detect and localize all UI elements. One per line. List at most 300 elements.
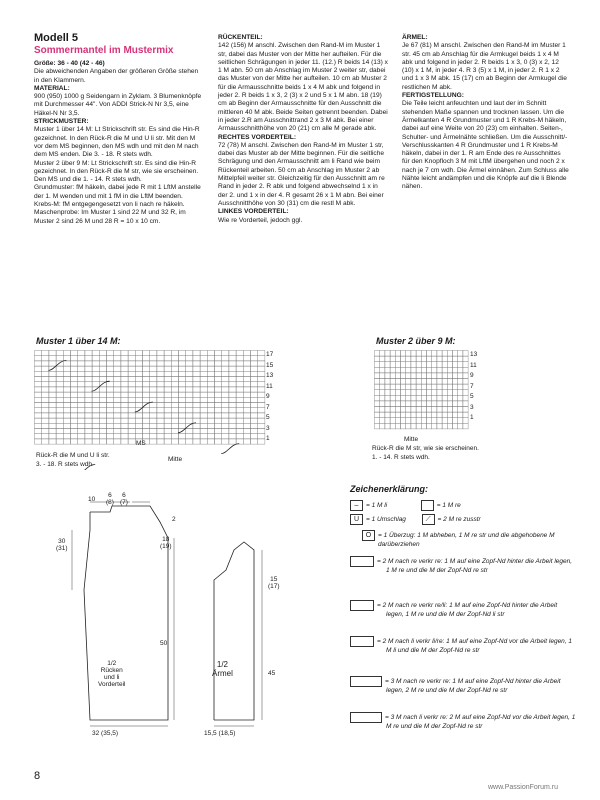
chart-cell (207, 351, 214, 356)
sleeve-label (212, 660, 233, 678)
chart-cell (143, 408, 150, 413)
chart-cell (421, 423, 426, 429)
chart-cell (114, 408, 121, 413)
chart-cell (421, 407, 426, 413)
chart-cell (78, 397, 85, 402)
legend-l3: = 1 Überzug: 1 M abheben, 1 M re str und die abgehobene M darüberziehen (378, 532, 555, 548)
chart-cell (143, 429, 150, 434)
chart-cell (42, 429, 49, 434)
chart-cell (171, 371, 178, 376)
chart-cell (71, 429, 78, 434)
chart-cell (442, 390, 447, 396)
chart-cell (375, 384, 380, 390)
chart-cell (258, 423, 265, 428)
chart-cell (63, 387, 70, 392)
chart-cell (222, 418, 229, 423)
chart-cell (421, 401, 426, 407)
chart-cell (222, 397, 229, 402)
dim-6-b: 6 (122, 492, 126, 499)
chart-cell (236, 413, 243, 418)
chart-cell (395, 367, 400, 373)
chart-cell (437, 384, 442, 390)
chart-cell (406, 373, 411, 379)
chart-cell (243, 392, 250, 397)
chart-cell (421, 356, 426, 362)
lvorder-heading: LINKES VORDERTEIL: (218, 208, 289, 216)
chart-cell (63, 377, 70, 382)
chart-cell (107, 429, 114, 434)
chart-cell (236, 356, 243, 361)
chart-cell (186, 371, 193, 376)
chart-cell (35, 397, 42, 402)
chart-cell (215, 356, 222, 361)
chart-cell (99, 356, 106, 361)
chart-cell (78, 387, 85, 392)
chart-cell (222, 366, 229, 371)
chart-cell (437, 423, 442, 429)
chart-cell (406, 367, 411, 373)
chart-cell (42, 418, 49, 423)
chart-cell (243, 423, 250, 428)
chart-cell (143, 418, 150, 423)
chart-cell (236, 382, 243, 387)
chart-cell (222, 371, 229, 376)
yarn-over-icon: U (350, 514, 363, 525)
chart-cell (380, 412, 385, 418)
dim-30-a: 30 (58, 538, 66, 545)
chart-cell (229, 361, 236, 366)
chart-cell (150, 371, 157, 376)
chart-cell (121, 392, 128, 397)
chart-cell (427, 390, 432, 396)
chart-cell (99, 366, 106, 371)
chart-cell (135, 434, 142, 439)
chart-cell (458, 373, 463, 379)
chart-cell (385, 407, 390, 413)
chart-cell (251, 382, 258, 387)
chart-cell (447, 407, 452, 413)
chart-cell (401, 356, 406, 362)
chart-cell (258, 429, 265, 434)
chart-cell (128, 387, 135, 392)
chart-cell (157, 429, 164, 434)
chart-cell (35, 429, 42, 434)
dim-10: 10 (88, 496, 96, 503)
chart-cell (99, 434, 106, 439)
chart-cell (121, 366, 128, 371)
m2-row-1: 1 (470, 414, 474, 421)
chart-cell (258, 392, 265, 397)
sleeve-piece: Ärmel (212, 669, 233, 678)
chart-cell (200, 439, 207, 444)
schnitt-diagram (50, 490, 310, 730)
chart-cell (78, 392, 85, 397)
chart-cell (390, 423, 395, 429)
chart-cell (171, 413, 178, 418)
chart-cell (179, 366, 186, 371)
chart-cell (42, 413, 49, 418)
chart-cell (114, 392, 121, 397)
fertig-heading: FERTIGSTELLUNG: (402, 92, 464, 100)
chart-cell (128, 408, 135, 413)
legend-l4: = 2 M nach re verkr re: 1 M auf eine Zopf-Nd hinter die Arbeit legen, 1 M re und die M der Zopf-Nd re str (377, 558, 573, 574)
legend-l1a: = 1 M li (366, 502, 388, 510)
sizes-note: Die abweichenden Angaben der größeren Größe stehen in den Klammern. (34, 68, 199, 84)
chart-cell (157, 439, 164, 444)
chart-cell (71, 418, 78, 423)
chart-cell (42, 387, 49, 392)
chart-cell (42, 403, 49, 408)
chart-cell (121, 361, 128, 366)
chart-cell (200, 423, 207, 428)
chart-cell (200, 371, 207, 376)
chart-cell (92, 377, 99, 382)
chart-cell (99, 377, 106, 382)
chart-cell (385, 379, 390, 385)
chart-cell (128, 366, 135, 371)
chart-cell (437, 379, 442, 385)
chart-cell (171, 387, 178, 392)
chart-cell (215, 377, 222, 382)
chart-cell (447, 384, 452, 390)
chart-cell (35, 413, 42, 418)
chart-cell (427, 412, 432, 418)
chart-cell (114, 429, 121, 434)
chart-cell (229, 392, 236, 397)
chart-cell (56, 366, 63, 371)
chart-cell (251, 434, 258, 439)
muster2-grid (375, 351, 469, 429)
body-piece2: Vorderteil (98, 681, 126, 688)
chart-cell (186, 397, 193, 402)
chart-cell (171, 429, 178, 434)
chart-cell (421, 351, 426, 357)
chart-cell (49, 351, 56, 356)
chart-cell (385, 367, 390, 373)
chart-cell (258, 439, 265, 444)
chart-cell (71, 413, 78, 418)
dim-18 (160, 536, 172, 550)
chart-cell (150, 392, 157, 397)
row-17: 17 (266, 351, 274, 358)
dim-2: 2 (172, 516, 176, 523)
chart-cell (458, 379, 463, 385)
chart-cell (437, 395, 442, 401)
chart-cell (78, 377, 85, 382)
chart-cell (421, 362, 426, 368)
chart-cell (85, 377, 92, 382)
chart-cell (385, 423, 390, 429)
chart-cell (458, 384, 463, 390)
chart-cell (164, 408, 171, 413)
muster2-row-numbers (470, 350, 477, 424)
chart-cell (222, 408, 229, 413)
chart-cell (442, 373, 447, 379)
chart-cell (179, 392, 186, 397)
chart-cell (427, 379, 432, 385)
chart-cell (92, 403, 99, 408)
chart-cell (49, 418, 56, 423)
chart-cell (179, 439, 186, 444)
column-2 (218, 34, 388, 225)
chart-cell (157, 403, 164, 408)
chart-cell (107, 434, 114, 439)
chart-cell (114, 361, 121, 366)
chart-cell (236, 361, 243, 366)
chart-cell (179, 413, 186, 418)
chart-cell (427, 418, 432, 424)
chart-cell (447, 412, 452, 418)
chart-cell (121, 351, 128, 356)
chart-cell (243, 429, 250, 434)
chart-cell (92, 413, 99, 418)
chart-cell (258, 377, 265, 382)
chart-cell (222, 403, 229, 408)
chart-cell (243, 439, 250, 444)
chart-cell (416, 379, 421, 385)
chart-cell (99, 418, 106, 423)
chart-cell (114, 351, 121, 356)
chart-cell (215, 387, 222, 392)
chart-cell (63, 408, 70, 413)
chart-cell (447, 390, 452, 396)
chart-cell (385, 362, 390, 368)
chart-cell (63, 366, 70, 371)
chart-cell (222, 434, 229, 439)
dim-7: (7) (120, 499, 128, 506)
chart-cell (243, 361, 250, 366)
chart-cell (179, 397, 186, 402)
chart-cell (229, 408, 236, 413)
chart-cell (85, 382, 92, 387)
chart-cell (99, 361, 106, 366)
chart-cell (157, 434, 164, 439)
chart-cell (236, 423, 243, 428)
chart-cell (411, 373, 416, 379)
muster1-row-numbers (266, 350, 273, 445)
chart-cell (243, 387, 250, 392)
chart-cell (56, 429, 63, 434)
chart-cell (229, 377, 236, 382)
chart-cell (71, 382, 78, 387)
chart-cell (251, 371, 258, 376)
chart-cell (42, 408, 49, 413)
chart-cell (71, 403, 78, 408)
chart-cell (71, 356, 78, 361)
chart-cell (427, 384, 432, 390)
chart-cell (128, 423, 135, 428)
chart-cell (49, 423, 56, 428)
chart-cell (421, 367, 426, 373)
chart-cell (458, 367, 463, 373)
chart-cell (390, 356, 395, 362)
chart-cell (114, 397, 121, 402)
chart-cell (416, 418, 421, 424)
legend-row-7 (350, 676, 576, 695)
legend-l2b: = 2 M re zusstr (437, 516, 481, 524)
chart-cell (427, 407, 432, 413)
chart-cell (35, 351, 42, 356)
chart-cell (92, 356, 99, 361)
chart-cell (229, 382, 236, 387)
chart-cell (229, 397, 236, 402)
chart-cell (385, 356, 390, 362)
chart-cell (390, 384, 395, 390)
chart-cell (395, 407, 400, 413)
legend-l2a: = 1 Umschlag (366, 516, 406, 524)
chart-cell (215, 429, 222, 434)
model-number: Modell 5 (34, 32, 79, 44)
legend-l5: = 2 M nach re verkr re/li: 1 M auf eine Zopf-Nd hinter die Arbeit legen, 1 M re und die M der Zopf-Nd li str (377, 602, 558, 618)
chart-cell (128, 434, 135, 439)
chart-cell (251, 377, 258, 382)
chart-cell (411, 362, 416, 368)
chart-cell (114, 387, 121, 392)
chart-cell (453, 418, 458, 424)
chart-cell (447, 418, 452, 424)
chart-cell (200, 356, 207, 361)
chart-cell (401, 379, 406, 385)
chart-cell (128, 356, 135, 361)
chart-cell (164, 392, 171, 397)
chart-cell (157, 418, 164, 423)
chart-cell (135, 429, 142, 434)
chart-cell (171, 439, 178, 444)
chart-cell (121, 439, 128, 444)
chart-cell (150, 366, 157, 371)
chart-cell (453, 423, 458, 429)
chart-cell (229, 429, 236, 434)
sizes: Größe: 36 - 40 (42 - 46) (34, 60, 105, 67)
chart-cell (463, 384, 468, 390)
chart-cell (71, 434, 78, 439)
chart-cell (390, 379, 395, 385)
chart-cell (215, 366, 222, 371)
cable3-left-icon (350, 712, 382, 723)
cable-mark (135, 402, 153, 412)
chart-cell (380, 395, 385, 401)
chart-cell (380, 418, 385, 424)
chart-cell (56, 413, 63, 418)
chart-cell (135, 392, 142, 397)
chart-cell (453, 379, 458, 385)
chart-cell (432, 418, 437, 424)
chart-cell (442, 362, 447, 368)
chart-cell (135, 377, 142, 382)
chart-cell (442, 418, 447, 424)
legend-l1b: = 1 M re (436, 502, 461, 510)
chart-cell (463, 390, 468, 396)
dim-15-a: 15 (270, 576, 278, 583)
chart-cell (179, 382, 186, 387)
chart-cell (150, 423, 157, 428)
chart-cell (193, 392, 200, 397)
dim-18-b: (19) (160, 543, 172, 550)
chart-cell (229, 423, 236, 428)
purl-icon: – (350, 500, 363, 511)
chart-cell (215, 423, 222, 428)
muster2-chart (374, 350, 474, 460)
chart-cell (63, 371, 70, 376)
chart-cell (107, 382, 114, 387)
chart-cell (401, 390, 406, 396)
chart-cell (395, 373, 400, 379)
chart-cell (251, 351, 258, 356)
chart-cell (63, 397, 70, 402)
chart-cell (390, 401, 395, 407)
chart-cell (114, 439, 121, 444)
chart-cell (135, 371, 142, 376)
chart-cell (42, 366, 49, 371)
chart-cell (99, 397, 106, 402)
chart-cell (85, 392, 92, 397)
dim-6-a: 6 (108, 492, 112, 499)
body-half: 1/2 (107, 660, 117, 667)
chart-cell (35, 387, 42, 392)
chart-cell (121, 371, 128, 376)
chart-cell (186, 434, 193, 439)
chart-cell (71, 387, 78, 392)
chart-cell (164, 351, 171, 356)
chart-cell (193, 377, 200, 382)
chart-cell (401, 351, 406, 357)
chart-cell (143, 366, 150, 371)
chart-cell (207, 413, 214, 418)
chart-cell (186, 382, 193, 387)
dim-8: (8) (106, 499, 114, 506)
chart-cell (416, 356, 421, 362)
chart-cell (128, 371, 135, 376)
dim-15-b: (17) (268, 583, 280, 590)
chart-cell (222, 382, 229, 387)
chart-cell (458, 362, 463, 368)
chart-cell (215, 439, 222, 444)
chart-cell (63, 361, 70, 366)
chart-cell (437, 407, 442, 413)
chart-cell (42, 371, 49, 376)
chart-cell (35, 418, 42, 423)
chart-cell (56, 418, 63, 423)
chart-cell (427, 373, 432, 379)
ssk-icon: O (362, 530, 375, 541)
chart-cell (186, 366, 193, 371)
chart-cell (395, 401, 400, 407)
chart-cell (251, 408, 258, 413)
chart-cell (229, 387, 236, 392)
chart-cell (453, 390, 458, 396)
chart-cell (171, 377, 178, 382)
chart-cell (406, 395, 411, 401)
chart-cell (150, 351, 157, 356)
chart-cell (447, 401, 452, 407)
chart-cell (458, 395, 463, 401)
chart-cell (49, 361, 56, 366)
chart-cell (150, 413, 157, 418)
chart-cell (186, 387, 193, 392)
chart-cell (71, 423, 78, 428)
chart-cell (107, 366, 114, 371)
chart-cell (207, 361, 214, 366)
chart-cell (395, 395, 400, 401)
chart-cell (85, 371, 92, 376)
chart-cell (432, 351, 437, 357)
chart-cell (63, 351, 70, 356)
chart-cell (406, 362, 411, 368)
chart-cell (179, 371, 186, 376)
chart-cell (35, 361, 42, 366)
cable-right-purl-icon (350, 600, 374, 611)
chart-cell (215, 397, 222, 402)
